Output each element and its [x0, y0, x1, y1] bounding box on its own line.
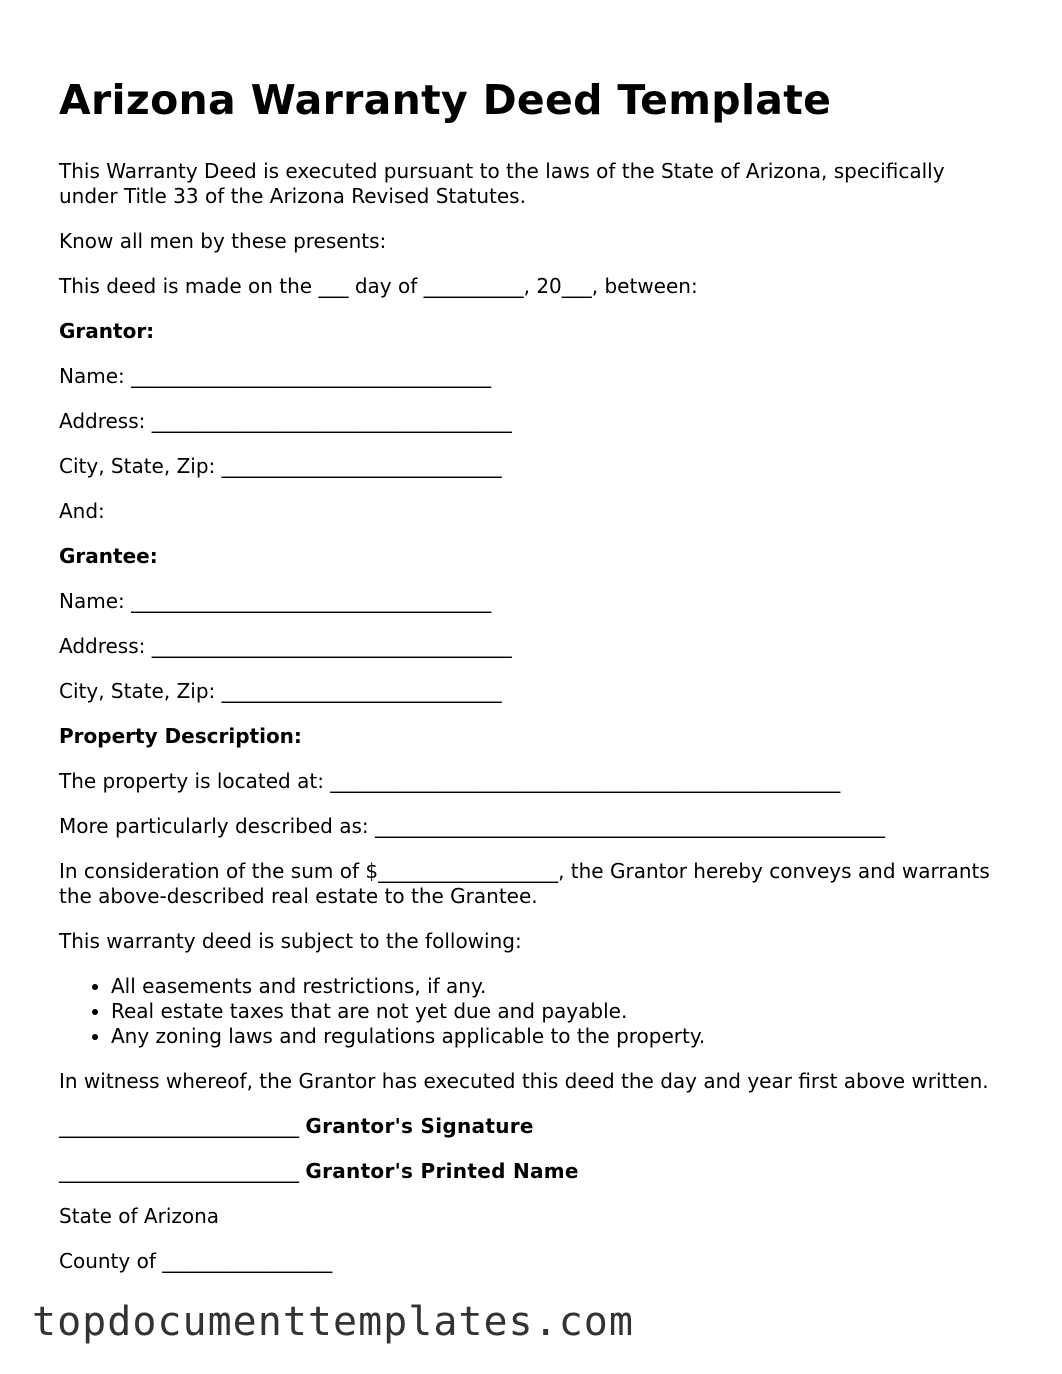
county-field: County of _________________ — [59, 1249, 333, 1273]
printed-name-label: Grantor's Printed Name — [305, 1159, 579, 1183]
grantee-city-field: City, State, Zip: ____________________________ — [59, 679, 502, 703]
grantor-address-field: Address: ____________________________________ — [59, 409, 512, 433]
witness-paragraph: In witness whereof, the Grantor has executed this deed the day and year first above written. — [59, 1069, 989, 1093]
grantor-heading: Grantor: — [59, 319, 155, 343]
document-page — [59, 72, 999, 1294]
signature-blank: ________________________ — [59, 1114, 306, 1138]
printed-name-blank: ________________________ — [59, 1159, 306, 1183]
watermark-text: topdocumenttemplates.com — [32, 1299, 634, 1345]
page-title: Arizona Warranty Deed Template — [59, 76, 832, 124]
consideration-paragraph: In consideration of the sum of $__________________, the Grantor hereby conveys and warrants the above-described real estate to the Grantee. — [59, 859, 990, 908]
intro-paragraph: This Warranty Deed is executed pursuant to the laws of the State of Arizona, specifically under Title 33 of the Arizona Revised Statutes. — [59, 159, 945, 208]
grantee-address-field: Address: ____________________________________ — [59, 634, 512, 658]
grantor-name-field: Name: ____________________________________ — [59, 364, 492, 388]
subject-to-text: This warranty deed is subject to the following: — [59, 929, 522, 953]
printed-name-line — [59, 1159, 999, 1184]
know-all-text: Know all men by these presents: — [59, 229, 387, 253]
property-description-field: More particularly described as: ___________________________________________________ — [59, 814, 885, 838]
grantee-heading: Grantee: — [59, 544, 158, 568]
conditions-list — [59, 974, 999, 1049]
date-line: This deed is made on the ___ day of __________, 20___, between: — [59, 274, 698, 298]
property-heading: Property Description: — [59, 724, 302, 748]
state-text: State of Arizona — [59, 1204, 220, 1228]
signature-label: Grantor's Signature — [305, 1114, 534, 1138]
list-item: • Real estate taxes that are not yet due and payable. — [111, 999, 999, 1024]
list-item: • All easements and restrictions, if any. — [111, 974, 999, 999]
list-item: • Any zoning laws and regulations applicable to the property. — [111, 1024, 999, 1049]
grantee-name-field: Name: ____________________________________ — [59, 589, 492, 613]
property-location-field: The property is located at: ___________________________________________________ — [59, 769, 841, 793]
signature-line — [59, 1114, 999, 1139]
grantor-city-field: City, State, Zip: ____________________________ — [59, 454, 502, 478]
and-label: And: — [59, 499, 105, 523]
